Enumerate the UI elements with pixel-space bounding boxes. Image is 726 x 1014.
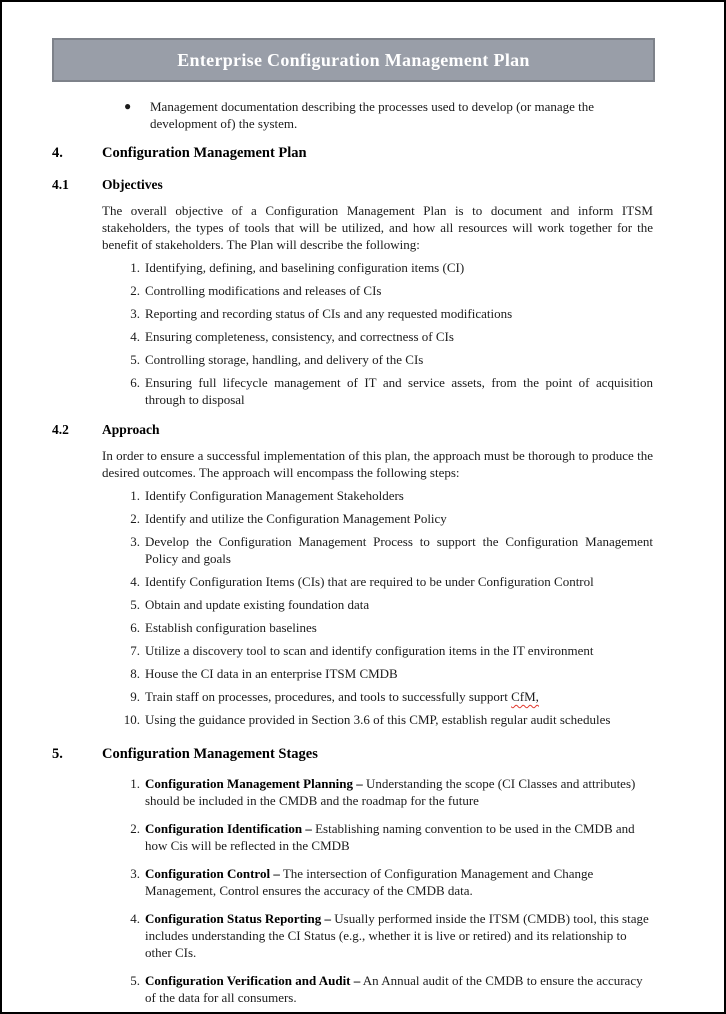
document-title: Enterprise Configuration Management Plan bbox=[177, 49, 530, 70]
list-item-text: Controlling modifications and releases of CIs bbox=[145, 283, 382, 298]
section-title: Configuration Management Plan bbox=[102, 145, 307, 161]
stage-description: Usually performed inside the ITSM (CMDB) tool, this stage includes understanding the CI Status (e.g., whether it is live or retired) and its relationship to other CIs. bbox=[145, 911, 649, 960]
list-item bbox=[102, 665, 653, 682]
stages-list bbox=[102, 775, 653, 1006]
stage-name: Configuration Management Planning – bbox=[145, 776, 363, 791]
list-item bbox=[102, 573, 653, 590]
list-item-text bbox=[145, 820, 653, 854]
list-item-text: Develop the Configuration Management Process to support the Configuration Management Policy and goals bbox=[145, 534, 653, 566]
list-item bbox=[102, 259, 653, 276]
list-item-number: 3. bbox=[130, 306, 140, 321]
list-item-text: Ensuring completeness, consistency, and correctness of CIs bbox=[145, 329, 454, 344]
list-item-number: 5. bbox=[130, 597, 140, 612]
title-banner bbox=[52, 38, 655, 82]
list-item-text: Using the guidance provided in Section 3.6 of this CMP, establish regular audit schedules bbox=[145, 712, 611, 727]
list-item bbox=[102, 910, 653, 961]
list-item-text: Identify Configuration Management Stakeholders bbox=[145, 488, 404, 503]
list-item bbox=[102, 374, 653, 408]
list-item-text bbox=[145, 775, 653, 809]
objectives-list bbox=[102, 259, 653, 408]
list-item bbox=[102, 972, 653, 1006]
list-item-text: Establish configuration baselines bbox=[145, 620, 317, 635]
list-item-number: 2. bbox=[130, 283, 140, 298]
list-item bbox=[102, 596, 653, 613]
list-item-number: 1. bbox=[130, 776, 140, 791]
list-item-number: 6. bbox=[130, 620, 140, 635]
section-title: Approach bbox=[102, 422, 160, 437]
section-number: 5. bbox=[52, 746, 63, 762]
stage-name: Configuration Identification – bbox=[145, 821, 312, 836]
list-item-number: 8. bbox=[130, 666, 140, 681]
intro-bullet-item bbox=[124, 98, 654, 132]
section-title: Configuration Management Stages bbox=[102, 746, 318, 762]
list-item-text: Controlling storage, handling, and delivery of the CIs bbox=[145, 352, 424, 367]
stage-description: The intersection of Configuration Management and Change Management, Control ensures the accuracy of the CMDB data. bbox=[145, 866, 594, 898]
list-item-number: 1. bbox=[130, 488, 140, 503]
list-item-number: 2. bbox=[130, 511, 140, 526]
list-item-text: Identifying, defining, and baselining configuration items (CI) bbox=[145, 260, 465, 275]
list-item-text bbox=[145, 688, 653, 705]
list-item bbox=[102, 305, 653, 322]
list-item-text bbox=[145, 865, 653, 899]
list-item bbox=[102, 865, 653, 899]
section-4-2-heading bbox=[52, 421, 654, 439]
list-item-text: Utilize a discovery tool to scan and identify configuration items in the IT environment bbox=[145, 643, 594, 658]
list-item bbox=[102, 688, 653, 705]
list-item-number: 5. bbox=[130, 973, 140, 988]
list-item-number: 2. bbox=[130, 821, 140, 836]
list-item-number: 4. bbox=[130, 329, 140, 344]
list-item bbox=[102, 820, 653, 854]
list-item-number: 9. bbox=[130, 689, 140, 704]
list-item-text: Ensuring full lifecycle management of IT and service assets, from the point of acquisition through to disposal bbox=[145, 375, 653, 407]
list-item bbox=[102, 775, 653, 809]
objectives-paragraph: The overall objective of a Configuration Management Plan is to document and inform ITSM stakeholders, the types of tools that will be utilized, and how all resources will work together for the benefit of stakeholders. The Plan will describe the following: bbox=[102, 203, 653, 252]
section-number: 4.2 bbox=[52, 422, 69, 437]
list-item bbox=[102, 711, 653, 728]
list-item-number: 1. bbox=[130, 260, 140, 275]
misspelled-word: CfM, bbox=[511, 689, 539, 704]
list-item-number: 6. bbox=[130, 375, 140, 390]
list-item-text: Identify and utilize the Configuration Management Policy bbox=[145, 511, 447, 526]
stage-name: Configuration Control – bbox=[145, 866, 280, 881]
list-item-number: 4. bbox=[130, 911, 140, 926]
section-number: 4. bbox=[52, 145, 63, 161]
approach-list bbox=[102, 487, 653, 728]
list-item bbox=[102, 619, 653, 636]
list-item-number: 7. bbox=[130, 643, 140, 658]
stage-name: Configuration Status Reporting – bbox=[145, 911, 331, 926]
section-number: 4.1 bbox=[52, 177, 69, 192]
list-item bbox=[102, 642, 653, 659]
list-item-text: House the CI data in an enterprise ITSM CMDB bbox=[145, 666, 398, 681]
list-item-text: Reporting and recording status of CIs and any requested modifications bbox=[145, 306, 513, 321]
list-item-text bbox=[145, 972, 653, 1006]
list-item bbox=[102, 328, 653, 345]
list-item bbox=[102, 487, 653, 504]
list-item-text: Identify Configuration Items (CIs) that are required to be under Configuration Control bbox=[145, 574, 594, 589]
list-item-number: 10. bbox=[123, 712, 140, 727]
bullet-icon: ● bbox=[124, 99, 132, 113]
list-item bbox=[102, 282, 653, 299]
list-item bbox=[102, 510, 653, 527]
list-item bbox=[102, 533, 653, 567]
section-4-heading bbox=[52, 144, 654, 163]
list-item-text: Obtain and update existing foundation data bbox=[145, 597, 370, 612]
approach-paragraph: In order to ensure a successful implementation of this plan, the approach must be thorough to produce the desired outcomes. The approach will encompass the following steps: bbox=[102, 448, 653, 480]
list-item-number: 3. bbox=[130, 866, 140, 881]
section-4-1-heading bbox=[52, 176, 654, 194]
section-title: Objectives bbox=[102, 177, 163, 192]
stage-name: Configuration Verification and Audit – bbox=[145, 973, 361, 988]
stage-description: Establishing naming convention to be used in the CMDB and how Cis will be reflected in the CMDB bbox=[145, 821, 635, 853]
intro-bullet-text: Management documentation describing the processes used to develop (or manage the development of) the system. bbox=[150, 99, 595, 131]
stage-description: Understanding the scope (CI Classes and attributes) should be included in the CMDB and the roadmap for the future bbox=[145, 776, 636, 808]
list-item-number: 4. bbox=[130, 574, 140, 589]
list-item-text-lead: Train staff on processes, procedures, and tools to successfully support bbox=[145, 689, 512, 704]
list-item bbox=[102, 351, 653, 368]
list-item-number: 5. bbox=[130, 352, 140, 367]
section-5-heading bbox=[52, 745, 654, 764]
list-item-text bbox=[145, 910, 653, 961]
stage-description: An Annual audit of the CMDB to ensure the accuracy of the data for all consumers. bbox=[145, 973, 643, 1005]
list-item-number: 3. bbox=[130, 534, 140, 549]
